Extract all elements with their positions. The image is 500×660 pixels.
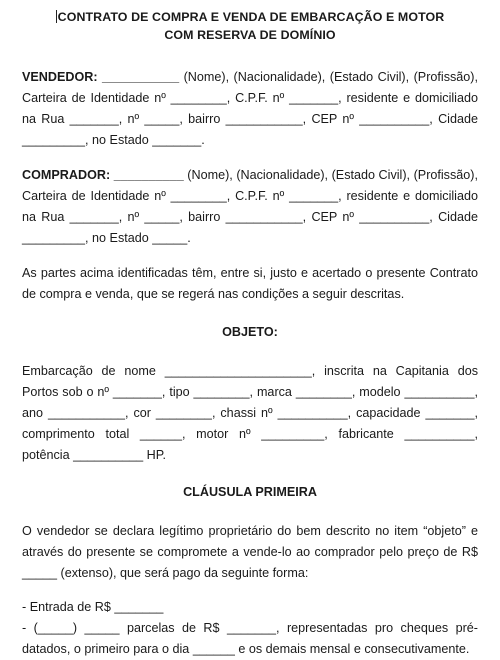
comprador-label: COMPRADOR: __________ [22,168,184,182]
clausula-primeira-paragraph: O vendedor se declara legítimo proprietário do bem descrito no item “objeto” e através do presente se compromete a vende-lo ao comprador pelo preço de R$ _____ (extenso), que será pago da seguinte forma: [22,524,478,580]
clausula-primeira-heading: CLÁUSULA PRIMEIRA [183,485,317,499]
document-title-line-1: CONTRATO DE COMPRA E VENDA DE EMBARCAÇÃO E MOTOR [22,8,478,26]
vendedor-label: VENDEDOR: ___________ [22,70,180,84]
comprador-paragraph [22,165,478,249]
comprador-text: (Nome), (Nacionalidade), (Estado Civil), (Profissão), Carteira de Identidade nº ________, C.P.F. nº _______, residente e domiciliado na Rua _______, nº _____, bairro ___________, CEP nº __________, Cidade _________, no Estado _____. [22,168,478,245]
document-title-line-2: COM RESERVA DE DOMÍNIO [164,28,336,42]
objeto-paragraph: Embarcação de nome _____________________, inscrita na Capitania dos Portos sob o nº _______, tipo ________, marca ________, modelo __________, ano ___________, cor ________, chassi nº __________, capacidade _______, comprimento total ______, motor nº _________, fabricante __________, potência __________ HP. [22,364,478,462]
objeto-heading: OBJETO: [222,325,278,339]
intro-paragraph: As partes acima identificadas têm, entre si, justo e acertado o presente Contrato de compra e venda, que se regerá nas condições a seguir descritas. [22,266,478,301]
payment-item-parcelas: - (_____) _____ parcelas de R$ _______, representadas pro cheques pré-datados, o primeiro para o dia ______ e os demais mensal e consecutivamente. [22,621,478,656]
payment-item-entrada: - Entrada de R$ _______ [22,600,164,614]
vendedor-paragraph [22,67,478,151]
vendedor-text: (Nome), (Nacionalidade), (Estado Civil), (Profissão), Carteira de Identidade nº ________, C.P.F. nº _______, residente e domiciliado na Rua _______, nº _____, bairro ___________, CEP nº __________, Cidade _________, no Estado _______. [22,70,478,147]
